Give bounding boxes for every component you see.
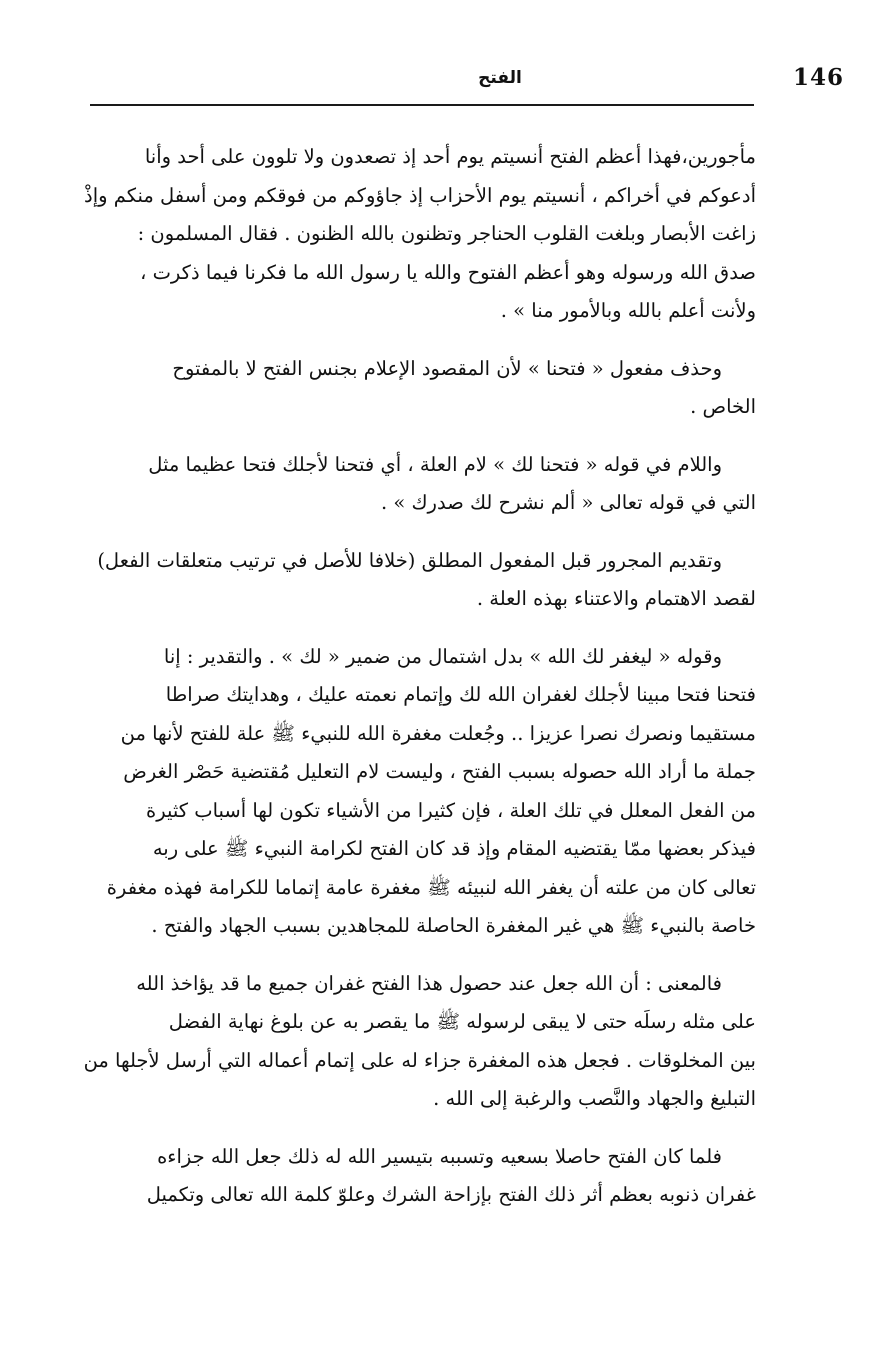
paragraph-gap — [84, 619, 756, 638]
text-line: زاغت الأبصار وبلغت القلوب الحناجر وتظنون بالله الظنون . فقال المسلمون : — [137, 222, 756, 245]
text-line: مأجورين،فهذا أعظم الفتح أنسيتم يوم أحد إذ تصعدون ولا تلوون على أحد وأنا — [144, 145, 756, 168]
paragraph-2 — [84, 350, 756, 427]
text-line: وقوله « ليغفر لك الله » بدل اشتمال من ضمير « لك » . والتقدير : إنا — [163, 644, 722, 668]
paragraph-gap — [84, 946, 756, 965]
text-line: فالمعنى : أن الله جعل عند حصول هذا الفتح غفران جميع ما قد يؤاخذ الله — [136, 971, 722, 995]
text-line: فلما كان الفتح حاصلا بسعيه وتسببه بتيسير الله له ذلك جعل الله جزاءه — [157, 1144, 722, 1168]
paragraph-1 — [84, 138, 756, 331]
page-number: 146 — [792, 64, 844, 91]
text-line: غفران ذنوبه بعظم أثر ذلك الفتح بإزاحة الشرك وعلوّ كلمة الله تعالى وتكميل — [146, 1183, 756, 1206]
paragraph-5 — [84, 638, 756, 946]
text-line: التبليغ والجهاد والنَّصب والرغبة إلى الله . — [433, 1087, 756, 1110]
page-header — [90, 64, 844, 98]
text-line: بين المخلوقات . فجعل هذه المغفرة جزاء له على إتمام أعماله التي أرسل لأجلها من — [84, 1048, 756, 1072]
paragraph-7 — [84, 1138, 756, 1215]
paragraph-3 — [84, 446, 756, 523]
text-line: التي في قوله تعالى « ألم نشرح لك صدرك » . — [380, 491, 756, 514]
text-line: من الفعل المعلل في تلك العلة ، فإن كثيرا من الأشياء تكون لها أسباب كثيرة — [146, 798, 756, 822]
paragraph-gap — [84, 331, 756, 350]
text-line: تعالى كان من علته أن يغفر الله لنبيئه ﷺ مغفرة عامة إتماما للكرامة فهذه مغفرة — [106, 875, 756, 899]
text-line: لقصد الاهتمام والاعتناء بهذه العلة . — [476, 587, 756, 610]
paragraph-6 — [84, 965, 756, 1119]
text-line: وتقديم المجرور قبل المفعول المطلق (خلافا للأصل في ترتيب متعلقات الفعل) — [97, 548, 722, 572]
text-line: صدق الله ورسوله وهو أعظم الفتوح والله يا رسول الله ما فكرنا فيما ذكرت ، — [140, 260, 756, 284]
text-line: واللام في قوله « فتحنا لك » لام العلة ، أي فتحنا لأجلك فتحا عظيما مثل — [148, 452, 722, 476]
text-line: الخاص . — [690, 395, 756, 418]
text-line: خاصة بالنبيء ﷺ هي غير المغفرة الحاصلة للمجاهدين بسبب الجهاد والفتح . — [151, 914, 756, 937]
paragraph-gap — [84, 523, 756, 542]
text-line: فتحنا فتحا مبينا لأجلك لغفران الله لك وإتمام نعمته عليك ، وهدايتك صراطا — [165, 683, 756, 706]
header-divider — [90, 104, 754, 106]
text-line: وحذف مفعول « فتحنا » لأن المقصود الإعلام بجنس الفتح لا بالمفتوح — [172, 356, 722, 380]
text-line: مستقيما ونصرك نصرا عزيزا .. وجُعلت مغفرة الله للنبيء ﷺ علة للفتح لأنها من — [120, 721, 756, 745]
text-line: فيذكر بعضها ممّا يقتضيه المقام وإذ قد كان الفتح لكرامة النبيء ﷺ على ربه — [152, 837, 756, 860]
paragraph-gap — [84, 1119, 756, 1138]
text-line: على مثله رسلَه حتى لا يبقى لرسوله ﷺ ما يقصر به عن بلوغ نهاية الفضل — [168, 1010, 756, 1033]
text-line: ولأنت أعلم بالله وبالأمور منا » . — [500, 299, 756, 322]
paragraph-4 — [84, 542, 756, 619]
paragraph-gap — [84, 427, 756, 446]
body-text — [84, 138, 756, 1215]
running-title: الفتح — [478, 68, 522, 88]
text-line: أدعوكم في أخراكم ، أنسيتم يوم الأحزاب إذ جاؤوكم من فوقكم ومن أسفل منكم وإذْ — [84, 183, 756, 207]
text-line: جملة ما أراد الله حصوله بسبب الفتح ، وليست لام التعليل مُقتضية حَصْر الغرض — [123, 760, 756, 783]
